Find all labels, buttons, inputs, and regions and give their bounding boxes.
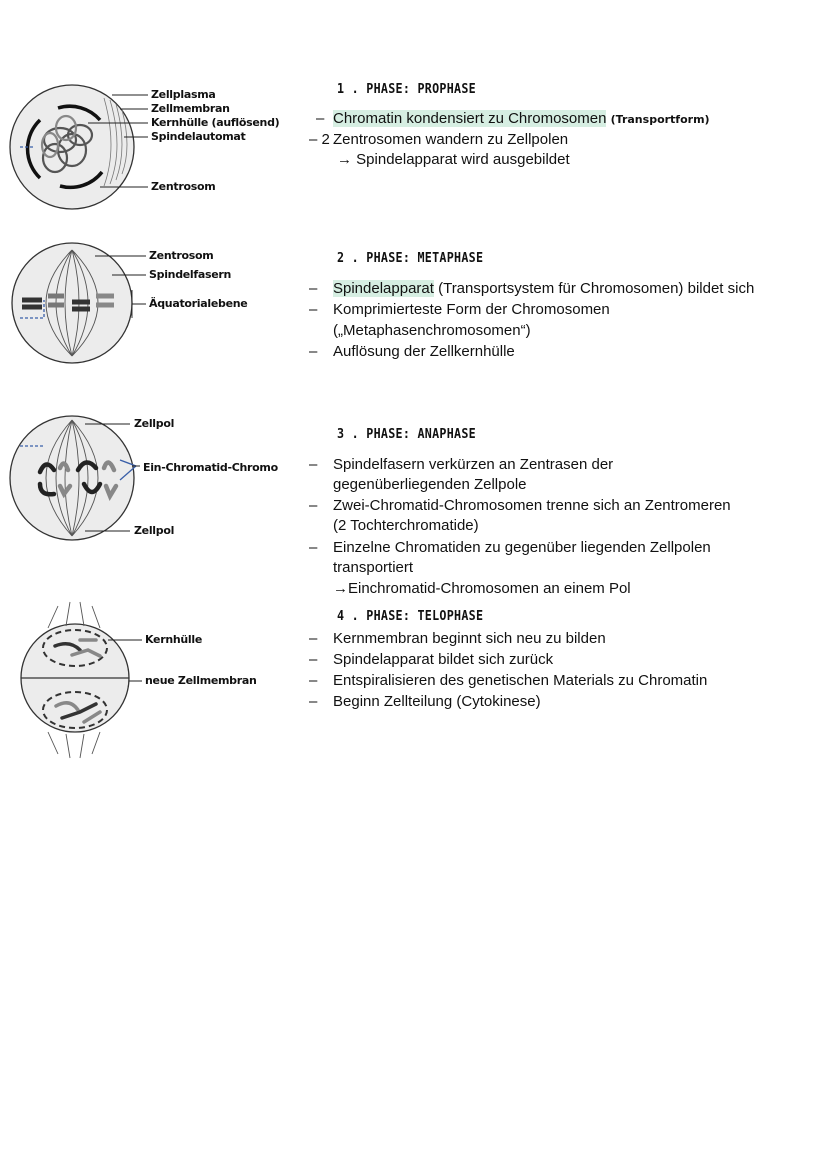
bullet-dash: – (309, 301, 318, 318)
bullet-dash: – (309, 630, 318, 647)
label-neue-zellmembran: neue Zellmembran (145, 674, 257, 687)
bullet-text: („Metaphasenchromosomen“) (333, 322, 531, 339)
bullet-text: Entspiralisieren des genetischen Materials zu Chromatin (333, 672, 708, 689)
bullet-text: →Einchromatid-Chromosomen an einem Pol (333, 580, 631, 597)
bullet-text: (2 Tochterchromatide) (333, 517, 479, 534)
bullet-text: Zwei-Chromatid-Chromosomen trenne sich an Zentromeren (333, 497, 731, 514)
bullet-text: Zentrosomen wandern zu Zellpolen (333, 131, 569, 148)
bullet-text: Beginn Zellteilung (Cytokinese) (333, 693, 541, 710)
bullet-text: Auflösung der Zellkernhülle (333, 343, 515, 360)
bullet-dash: – (309, 693, 318, 710)
bullet-dash: – (309, 672, 318, 689)
label-spindelfasern: Spindelfasern (149, 268, 232, 281)
bullet-dash: – (316, 110, 325, 127)
bullet-dash: – (309, 651, 318, 668)
label-zellpol: Zellpol (134, 417, 175, 430)
metaphase-cell (12, 243, 132, 363)
bullet-text: Spindelfasern verkürzen an Zentrasen der (333, 456, 614, 473)
label-kernhuelle: Kernhülle (145, 633, 203, 646)
label-zellplasma: Zellplasma (151, 88, 216, 101)
bullet-text (333, 110, 710, 127)
phase-heading: 2 . PHASE: METAPHASE (337, 251, 484, 266)
bullet-text-rest: (Transportsystem für Chromosomen) bildet sich (433, 280, 755, 297)
bullet-dash: – (309, 497, 318, 514)
bullet-text: Einzelne Chromatiden zu gegenüber liegenden Zellpolen (333, 539, 711, 556)
label-zentrosom: Zentrosom (151, 180, 216, 193)
bullet-dash: – (309, 280, 318, 297)
bullet-text: transportiert (333, 559, 414, 576)
bullet-text: → Spindelapparat wird ausgebildet (337, 151, 570, 168)
bullet-dash: – (309, 343, 318, 360)
phase-heading: 1 . PHASE: PROPHASE (337, 82, 476, 97)
label-zellpol: Zellpol (134, 524, 175, 537)
highlighted-text: Chromatin kondensiert zu Chromosomen (333, 110, 607, 127)
bullet-dash: – (309, 539, 318, 556)
prophase-cell (10, 85, 134, 209)
label-aequatorialebene: Äquatorialebene (149, 297, 248, 310)
label-ein-chromatid-chromosom: Ein-Chromatid-Chromo (143, 461, 278, 474)
bullet-text: Spindelapparat bildet sich zurück (333, 651, 554, 668)
phase-heading: 3 . PHASE: ANAPHASE (337, 427, 476, 442)
anaphase-cell (10, 416, 136, 540)
bullet-text: Kernmembran beginnt sich neu zu bilden (333, 630, 606, 647)
highlighted-text: Spindelapparat (333, 280, 434, 297)
handwritten-note: (Transportform) (610, 113, 710, 126)
telophase-cell (21, 602, 129, 758)
bullet-text: gegenüberliegenden Zellpole (333, 476, 527, 493)
bullet-dash: – (309, 456, 318, 473)
label-zellmembran: Zellmembran (151, 102, 230, 115)
label-zentrosom: Zentrosom (149, 249, 214, 262)
bullet-text: Komprimierteste Form der Chromosomen (333, 301, 610, 318)
bullet-text (333, 280, 754, 297)
label-kernhuelle: Kernhülle (auflösend) (151, 116, 280, 129)
bullet-dash: – 2 (309, 131, 330, 148)
phase-heading: 4 . PHASE: TELOPHASE (337, 609, 484, 624)
label-spindelautomat: Spindelautomat (151, 130, 246, 143)
